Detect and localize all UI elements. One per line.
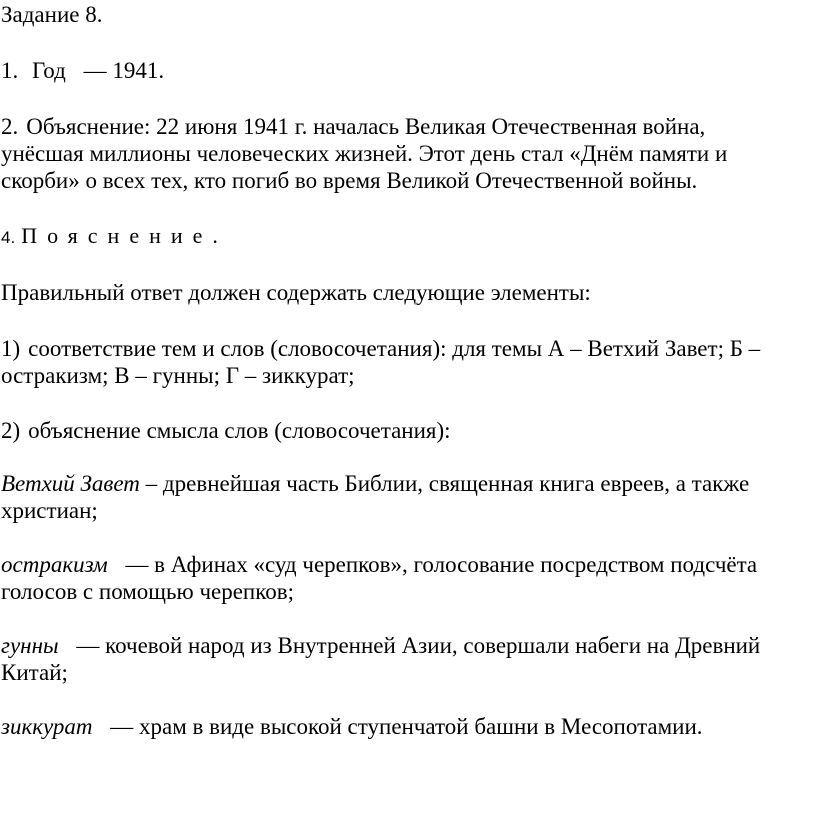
answer-item-2-line-2: унёсшая миллионы человеческих жизней. Этот день стал «Днём памяти и bbox=[1, 141, 728, 166]
item-year-value: 1941. bbox=[112, 58, 165, 83]
element-text: соответствие тем и слов (словосочетания): для темы А – Ветхий Завет; Б – bbox=[28, 336, 761, 361]
definition-line-2: голосов с помощью черепков; bbox=[1, 579, 294, 604]
definition-term: гунны bbox=[1, 633, 59, 658]
item-text-year: Год bbox=[32, 58, 66, 83]
definition-line-1 bbox=[1, 552, 757, 578]
element-text: объяснение смысла слов (словосочетания): bbox=[28, 418, 451, 443]
definition-line-1 bbox=[1, 633, 760, 659]
definition-dash: — bbox=[125, 552, 149, 577]
item-dash: — bbox=[83, 58, 107, 83]
definition-text: древнейшая часть Библии, священная книга евреев, а также bbox=[162, 471, 750, 496]
element-2 bbox=[1, 418, 451, 444]
definition-text: в Афинах «суд черепков», голосование посредством подсчёта bbox=[154, 552, 758, 577]
definition-term: остракизм bbox=[1, 552, 108, 577]
definition-term: зиккурат bbox=[1, 714, 93, 739]
answer-item-1 bbox=[1, 58, 164, 84]
definition-text: храм в виде высокой ступенчатой башни в Месопотамии. bbox=[139, 714, 703, 739]
definition-line-2: Китай; bbox=[1, 660, 68, 685]
definition-text: кочевой народ из Внутренней Азии, совершали набеги на Древний bbox=[105, 633, 761, 658]
intro-text: Правильный ответ должен содержать следующие элементы: bbox=[1, 280, 591, 305]
item-text: Объяснение: 22 июня 1941 г. началась Великая Отечественная война, bbox=[26, 114, 706, 139]
definition-dash: — bbox=[76, 633, 100, 658]
definition-line-1 bbox=[1, 471, 749, 497]
definition-line-2: христиан; bbox=[1, 498, 98, 523]
answer-item-2-line-3: скорби» о всех тех, кто погиб во время Великой Отечественной войны. bbox=[1, 168, 698, 193]
item-number: 4. bbox=[1, 228, 16, 247]
task-title: Задание 8. bbox=[1, 2, 103, 27]
item-number: 1. bbox=[1, 58, 19, 83]
explanation-heading bbox=[1, 223, 228, 251]
element-number: 1) bbox=[1, 336, 21, 361]
item-number: 2. bbox=[1, 114, 19, 139]
element-number: 2) bbox=[1, 418, 21, 443]
heading-text: Пояснение. bbox=[21, 223, 228, 248]
definition-line-1 bbox=[1, 714, 703, 740]
definition-dash: — bbox=[110, 714, 134, 739]
element-1-line-2: остракизм; В – гунны; Г – зиккурат; bbox=[1, 363, 355, 388]
element-1-line-1 bbox=[1, 336, 760, 362]
definition-term: Ветхий Завет bbox=[1, 471, 140, 496]
definition-dash: – bbox=[145, 471, 158, 496]
answer-item-2-line-1 bbox=[1, 114, 705, 140]
